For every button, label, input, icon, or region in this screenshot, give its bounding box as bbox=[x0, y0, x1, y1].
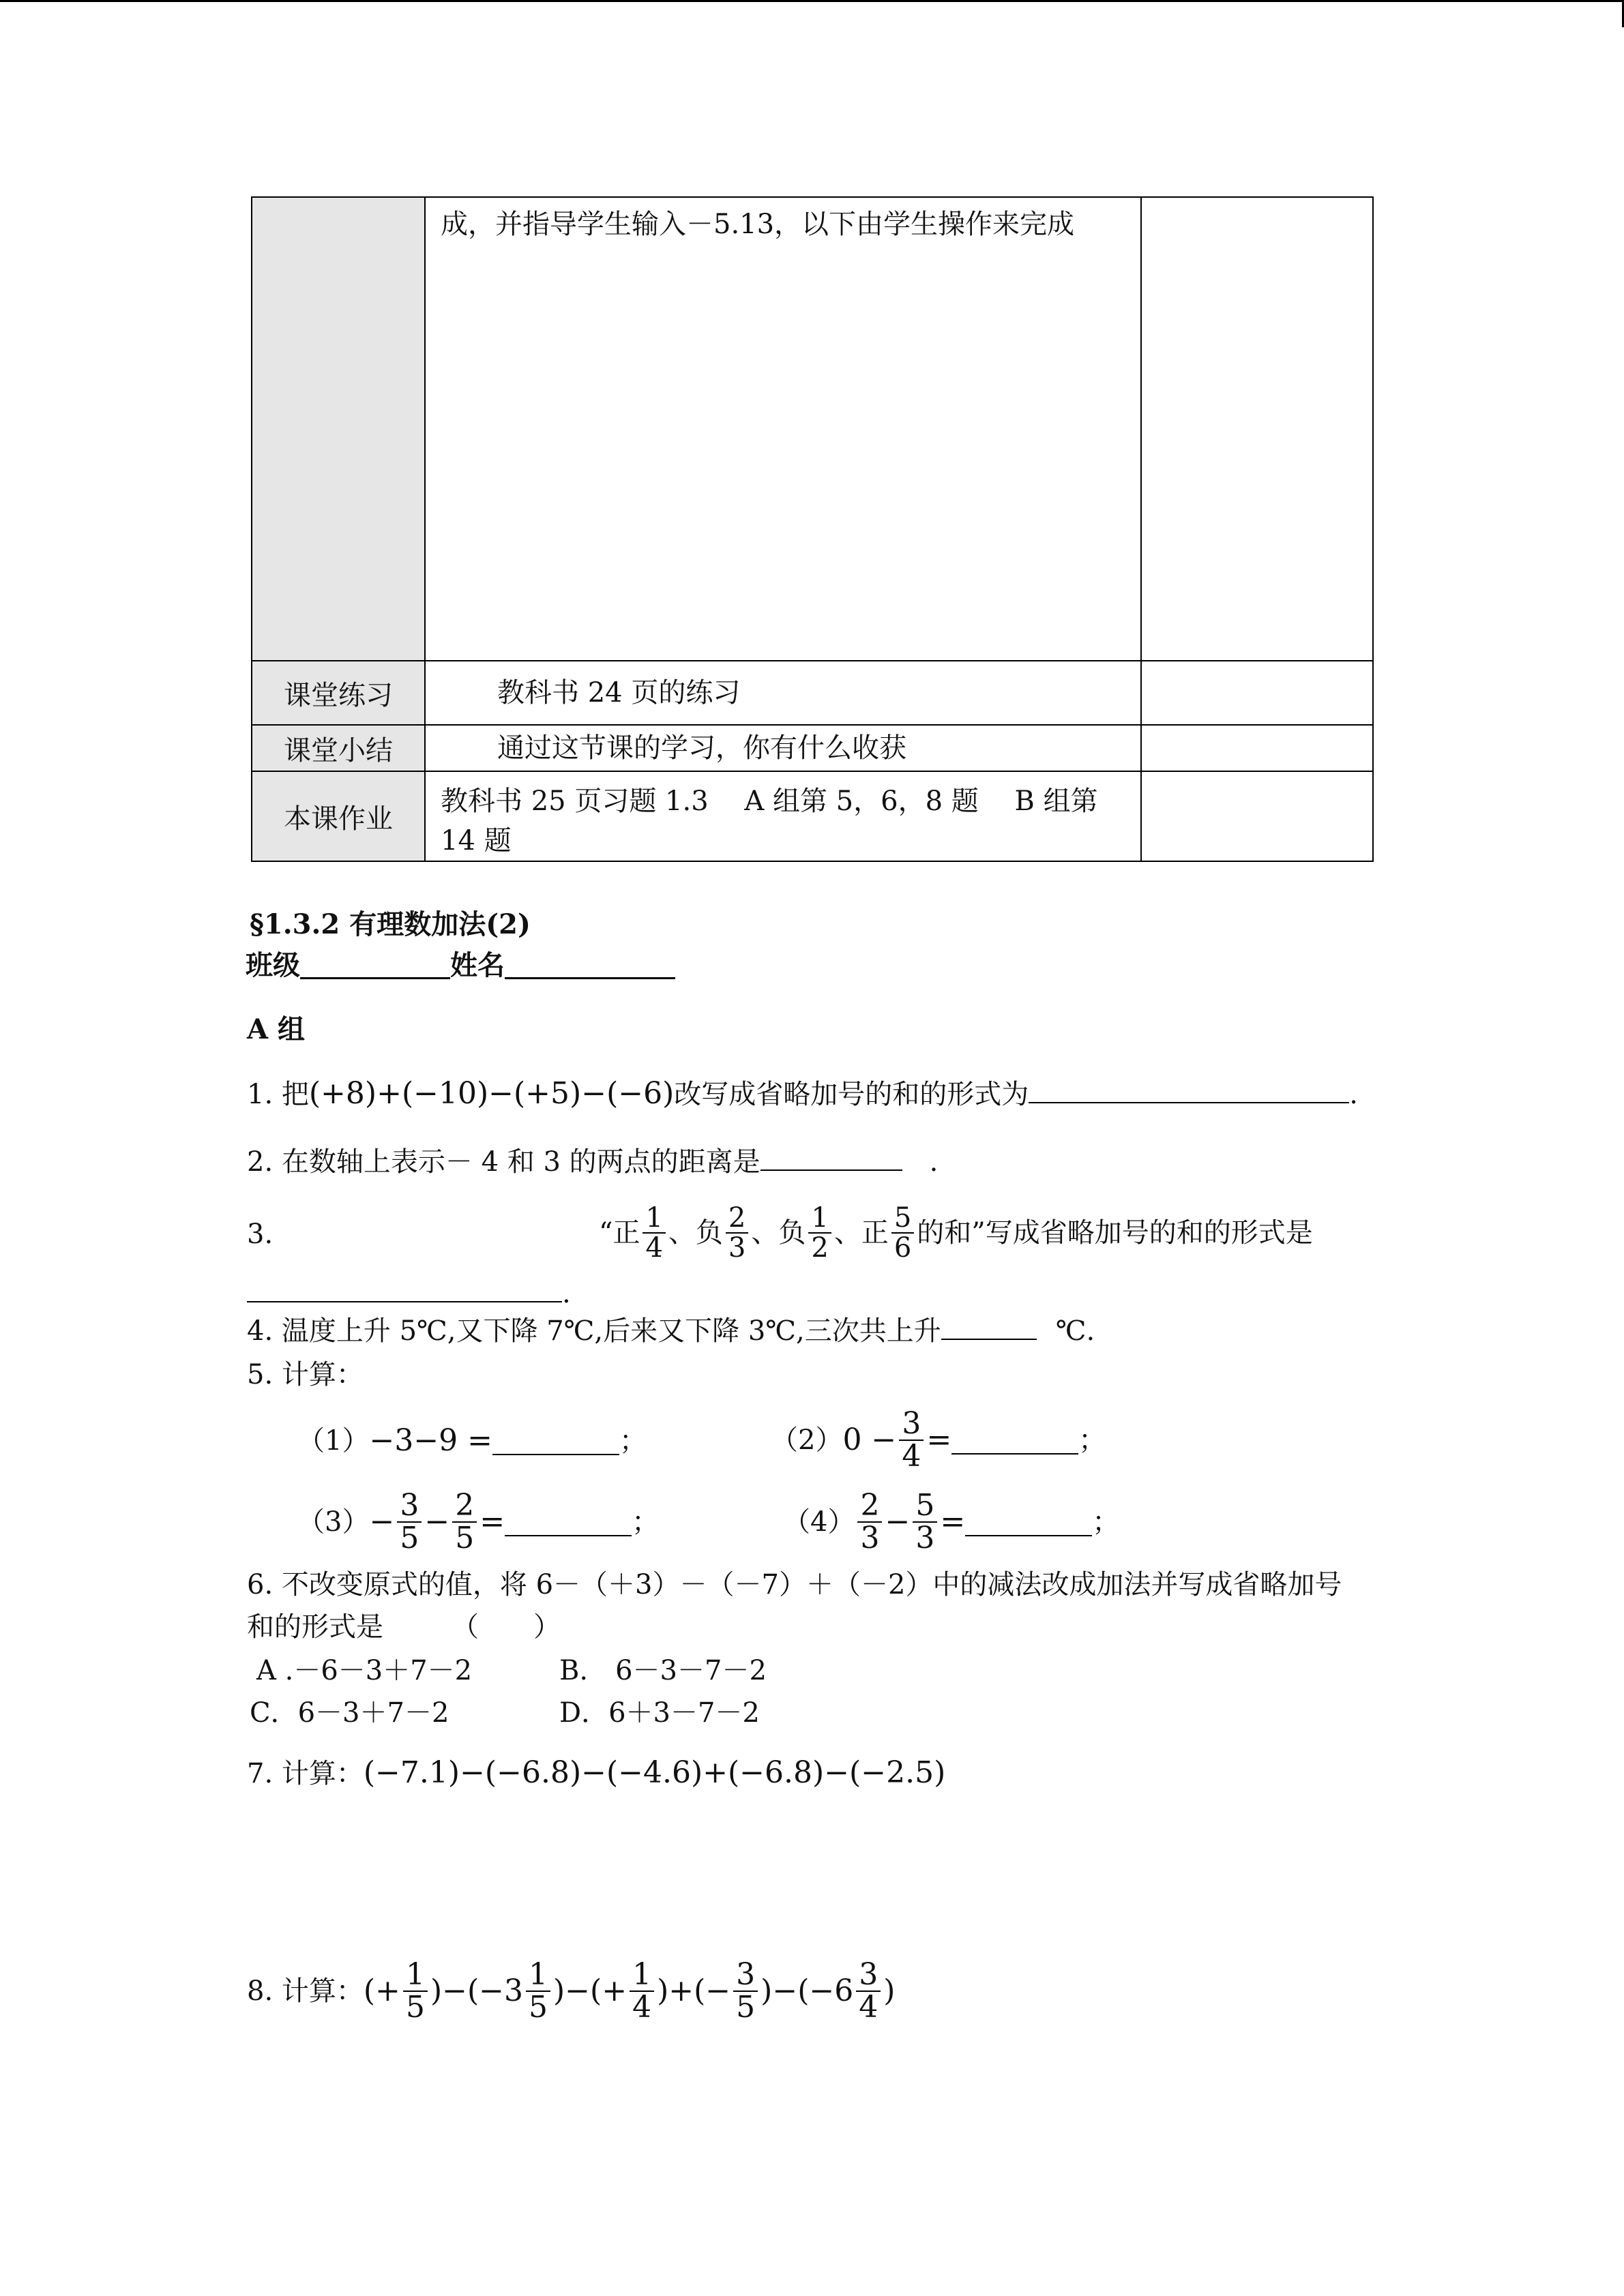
row-content: 通过这节课的学习，你有什么收获 bbox=[425, 725, 1141, 771]
row-label-summary: 课堂小结 bbox=[252, 725, 425, 771]
q1-expression: (+8)+(−10)−(+5)−(−6) bbox=[308, 1076, 675, 1111]
part-label: （3） bbox=[297, 1506, 370, 1538]
question-2 bbox=[247, 1148, 938, 1176]
part-label: （1） bbox=[297, 1425, 370, 1457]
q-punct: 、 bbox=[833, 1217, 861, 1249]
q-text: 温度上升 5℃,又下降 7℃,后来又下降 3℃,三次共上升 bbox=[281, 1315, 941, 1347]
table-row bbox=[252, 771, 1373, 861]
expression: = bbox=[940, 1504, 966, 1539]
option-d[interactable]: D．6＋3－7－2 bbox=[559, 1697, 760, 1729]
fraction: $\frac{3}{4}$ bbox=[856, 1959, 881, 2023]
row-content: 成，并指导学生输入－5.13，以下由学生操作来完成 bbox=[425, 197, 1141, 661]
section-title: §1.3.2 有理数加法(2) bbox=[250, 908, 531, 940]
fraction: $\frac{1}{4}$ bbox=[643, 1204, 665, 1262]
q-text: 在数轴上表示－ 4 和 3 的两点的距离是 bbox=[281, 1146, 761, 1178]
q-punct: . bbox=[562, 1278, 571, 1309]
page-top-border bbox=[0, 0, 1624, 2]
answer-blank[interactable] bbox=[965, 1508, 1092, 1536]
q-text: 计算： bbox=[281, 1976, 364, 2007]
q-punct: 、 bbox=[668, 1217, 696, 1249]
question-3-number: 3. bbox=[247, 1219, 274, 1250]
expression: )−(−6 bbox=[761, 1973, 854, 2008]
row-note bbox=[1141, 661, 1373, 725]
lesson-plan-table bbox=[251, 196, 1374, 862]
fraction: $\frac{5}{6}$ bbox=[891, 1204, 914, 1262]
question-5-part-3 bbox=[297, 1481, 659, 1563]
fraction: $\frac{1}{4}$ bbox=[630, 1959, 654, 2023]
row-label-homework: 本课作业 bbox=[252, 771, 425, 861]
answer-blank[interactable] bbox=[941, 1339, 1037, 1340]
q-number: 5. bbox=[247, 1359, 274, 1390]
part-label: （4） bbox=[783, 1506, 855, 1538]
q-number: 2. bbox=[247, 1146, 274, 1178]
q-number: 7. bbox=[247, 1758, 274, 1789]
q7-expression: (−7.1)−(−6.8)−(−4.6)+(−6.8)−(−2.5) bbox=[363, 1755, 946, 1790]
expression: − bbox=[369, 1504, 395, 1539]
row-content: 教科书 24 页的练习 bbox=[425, 661, 1141, 725]
table-row bbox=[252, 197, 1373, 661]
q-text: 负 bbox=[778, 1217, 806, 1249]
question-4 bbox=[247, 1317, 1095, 1345]
expression: = bbox=[479, 1504, 505, 1539]
answer-blank[interactable] bbox=[1029, 1102, 1349, 1103]
expression: )−(−3 bbox=[430, 1973, 523, 2008]
expression: (+ bbox=[363, 1973, 400, 2008]
question-5-part-2 bbox=[771, 1399, 1106, 1481]
answer-blank[interactable] bbox=[247, 1274, 562, 1302]
fraction: $\frac{2}{5}$ bbox=[452, 1490, 477, 1554]
fraction: $\frac{3}{5}$ bbox=[397, 1490, 422, 1554]
q-text: 负 bbox=[695, 1217, 723, 1249]
option-c[interactable]: C．6－3＋7－2 bbox=[250, 1697, 449, 1729]
question-5-part-4 bbox=[783, 1481, 1119, 1563]
q-punct: ； bbox=[619, 1425, 647, 1457]
fraction: $\frac{1}{2}$ bbox=[808, 1204, 831, 1262]
fraction: $\frac{3}{5}$ bbox=[733, 1959, 758, 2023]
q-punct: . bbox=[1349, 1079, 1358, 1110]
fraction: $\frac{3}{4}$ bbox=[899, 1408, 924, 1472]
fraction: $\frac{5}{3}$ bbox=[913, 1490, 937, 1554]
fraction: $\frac{1}{5}$ bbox=[403, 1959, 428, 2023]
q-text: “正 bbox=[599, 1217, 640, 1249]
option-a[interactable]: A .－6－3＋7－2 bbox=[256, 1655, 473, 1686]
question-6-line-2: 和的形式是 （ ） bbox=[247, 1611, 561, 1643]
q-punct: ； bbox=[632, 1506, 660, 1538]
question-6-line-1: 6. 不改变原式的值，将 6－（＋3）－（－7）＋（－2）中的减法改成加法并写成省略加号 bbox=[247, 1569, 1342, 1600]
expression: 0 − bbox=[842, 1422, 897, 1457]
table-row bbox=[252, 661, 1373, 725]
q-text: 把 bbox=[281, 1079, 309, 1110]
expression: = bbox=[926, 1422, 952, 1457]
option-b[interactable]: B. 6－3－7－2 bbox=[559, 1655, 767, 1686]
q-text: 改写成省略加号的和的形式为 bbox=[674, 1079, 1029, 1110]
question-8 bbox=[247, 1950, 895, 2032]
question-5-part-1 bbox=[297, 1403, 647, 1478]
expression: − bbox=[424, 1504, 450, 1539]
row-label-practice: 课堂练习 bbox=[252, 661, 425, 725]
q-punct: . bbox=[929, 1146, 939, 1178]
group-heading: A 组 bbox=[247, 1013, 305, 1045]
question-7 bbox=[247, 1755, 946, 1790]
q-text: 计算： bbox=[281, 1359, 364, 1390]
expression: ) bbox=[883, 1973, 896, 2008]
part-label: （2） bbox=[771, 1425, 843, 1456]
expression: )+(− bbox=[657, 1973, 731, 2008]
q-number: 1. bbox=[247, 1079, 274, 1110]
question-3 bbox=[599, 1192, 1313, 1274]
q-text: ℃. bbox=[1055, 1315, 1095, 1347]
expression: − bbox=[885, 1504, 911, 1539]
q-text: 计算： bbox=[281, 1758, 364, 1789]
q-punct: ； bbox=[1092, 1506, 1120, 1538]
q-punct: ； bbox=[1078, 1425, 1106, 1456]
fraction: $\frac{2}{3}$ bbox=[726, 1204, 748, 1262]
name-label: 姓名 bbox=[450, 949, 505, 981]
expression: −3−9 = bbox=[369, 1423, 493, 1458]
answer-blank[interactable] bbox=[492, 1427, 619, 1455]
q-text: 正 bbox=[861, 1217, 889, 1249]
table-row bbox=[252, 725, 1373, 771]
class-label: 班级 bbox=[246, 949, 300, 981]
q-number: 4. bbox=[247, 1315, 274, 1347]
name-blank[interactable] bbox=[505, 951, 675, 979]
class-blank[interactable] bbox=[300, 951, 450, 979]
question-5 bbox=[247, 1361, 364, 1388]
q-number: 8. bbox=[247, 1976, 274, 2007]
class-name-line bbox=[246, 951, 675, 979]
answer-blank[interactable] bbox=[505, 1508, 632, 1536]
row-label bbox=[252, 197, 425, 661]
row-content: 教科书 25 页习题 1.3 A 组第 5，6，8 题 B 组第 14 题 bbox=[425, 771, 1141, 861]
row-note bbox=[1141, 197, 1373, 661]
q-text: 的和”写成省略加号的和的形式是 bbox=[917, 1217, 1313, 1249]
fraction: $\frac{1}{5}$ bbox=[526, 1959, 550, 2023]
answer-blank[interactable] bbox=[951, 1426, 1078, 1455]
answer-blank[interactable] bbox=[761, 1169, 902, 1171]
question-3-answer bbox=[247, 1274, 571, 1307]
fraction: $\frac{2}{3}$ bbox=[857, 1490, 882, 1554]
row-note bbox=[1141, 771, 1373, 861]
expression: )−(+ bbox=[553, 1973, 628, 2008]
row-note bbox=[1141, 725, 1373, 771]
question-1 bbox=[247, 1076, 1358, 1111]
q-punct: 、 bbox=[751, 1217, 779, 1249]
